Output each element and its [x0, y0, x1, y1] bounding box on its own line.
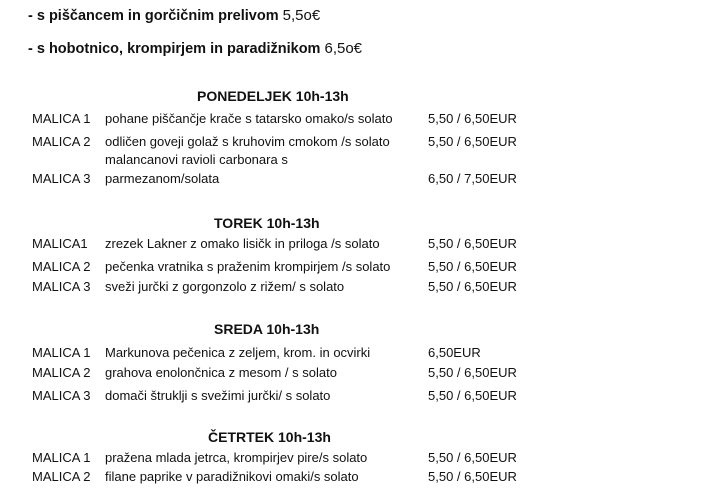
menu-price: 5,50 / 6,50EUR — [428, 388, 517, 403]
menu-code: MALICA 1 — [32, 345, 91, 360]
menu-price: 5,50 / 6,50EUR — [428, 469, 517, 484]
menu-code: MALICA 2 — [32, 365, 91, 380]
menu-row — [32, 236, 532, 252]
menu-code: MALICA 3 — [32, 279, 91, 294]
menu-code: MALICA 3 — [32, 388, 91, 403]
day-heading-wednesday: SREDA 10h-13h — [214, 321, 320, 337]
day-heading-monday: PONEDELJEK 10h-13h — [197, 88, 349, 104]
menu-price: 5,50 / 6,50EUR — [428, 450, 517, 465]
menu-price: 5,50 / 6,50EUR — [428, 259, 517, 274]
menu-price: 6,50 / 7,50EUR — [428, 171, 517, 186]
menu-row — [32, 259, 532, 275]
menu-row-continued — [32, 152, 532, 168]
menu-price: 5,50 / 6,50EUR — [428, 365, 517, 380]
menu-dish-line1: malancanovi ravioli carbonara s — [105, 152, 288, 167]
menu-dish: filane paprike v paradižnikovi omaki/s solato — [105, 469, 359, 484]
menu-dish: parmezanom/solata — [105, 171, 220, 186]
menu-dish: sveži jurčki z gorgonzolo z rižem/ s solato — [105, 279, 345, 294]
menu-row — [32, 469, 532, 485]
menu-price: 5,50 / 6,50EUR — [428, 134, 517, 149]
intro-text: - s hobotnico, krompirjem in paradižnikom — [28, 41, 321, 57]
day-heading-tuesday: TOREK 10h-13h — [214, 215, 320, 231]
menu-dish: Markunova pečenica z zeljem, krom. in ocvirki — [105, 345, 371, 360]
menu-dish: pohane piščančje krače s tatarsko omako/s solato — [105, 111, 393, 126]
menu-code: MALICA 1 — [32, 450, 91, 465]
menu-row — [32, 171, 532, 187]
menu-row — [32, 345, 532, 361]
menu-price: 5,50 / 6,50EUR — [428, 279, 517, 294]
menu-dish: pečenka vratnika s praženim krompirjem /s solato — [105, 259, 391, 274]
intro-text: - s piščancem in gorčičnim prelivom — [28, 8, 279, 24]
menu-code: MALICA 3 — [32, 171, 91, 186]
menu-dish: odličen goveji golaž s kruhovim cmokom /s solato — [105, 134, 390, 149]
menu-code: MALICA1 — [32, 236, 88, 251]
menu-code: MALICA 2 — [32, 259, 91, 274]
menu-code: MALICA 2 — [32, 469, 91, 484]
menu-row — [32, 279, 532, 295]
menu-row — [32, 134, 532, 150]
menu-dish: pražena mlada jetrca, krompirjev pire/s solato — [105, 450, 368, 465]
intro-price: 6,5o€ — [324, 40, 363, 57]
menu-code: MALICA 2 — [32, 134, 91, 149]
intro-price: 5,5o€ — [282, 7, 321, 24]
menu-code: MALICA 1 — [32, 111, 91, 126]
day-heading-thursday: ČETRTEK 10h-13h — [208, 429, 331, 445]
menu-price: 5,50 / 6,50EUR — [428, 236, 517, 251]
intro-line-1 — [28, 7, 320, 24]
intro-line-2 — [28, 40, 362, 57]
menu-row — [32, 388, 532, 404]
menu-dish: zrezek Lakner z omako lisičk in priloga /s solato — [105, 236, 380, 251]
menu-row — [32, 450, 532, 466]
menu-price: 6,50EUR — [428, 345, 481, 360]
menu-dish: grahova enolončnica z mesom / s solato — [105, 365, 337, 380]
menu-dish: domači štruklji s svežimi jurčki/ s solato — [105, 388, 331, 403]
menu-row — [32, 111, 532, 127]
menu-price: 5,50 / 6,50EUR — [428, 111, 517, 126]
menu-row — [32, 365, 532, 381]
